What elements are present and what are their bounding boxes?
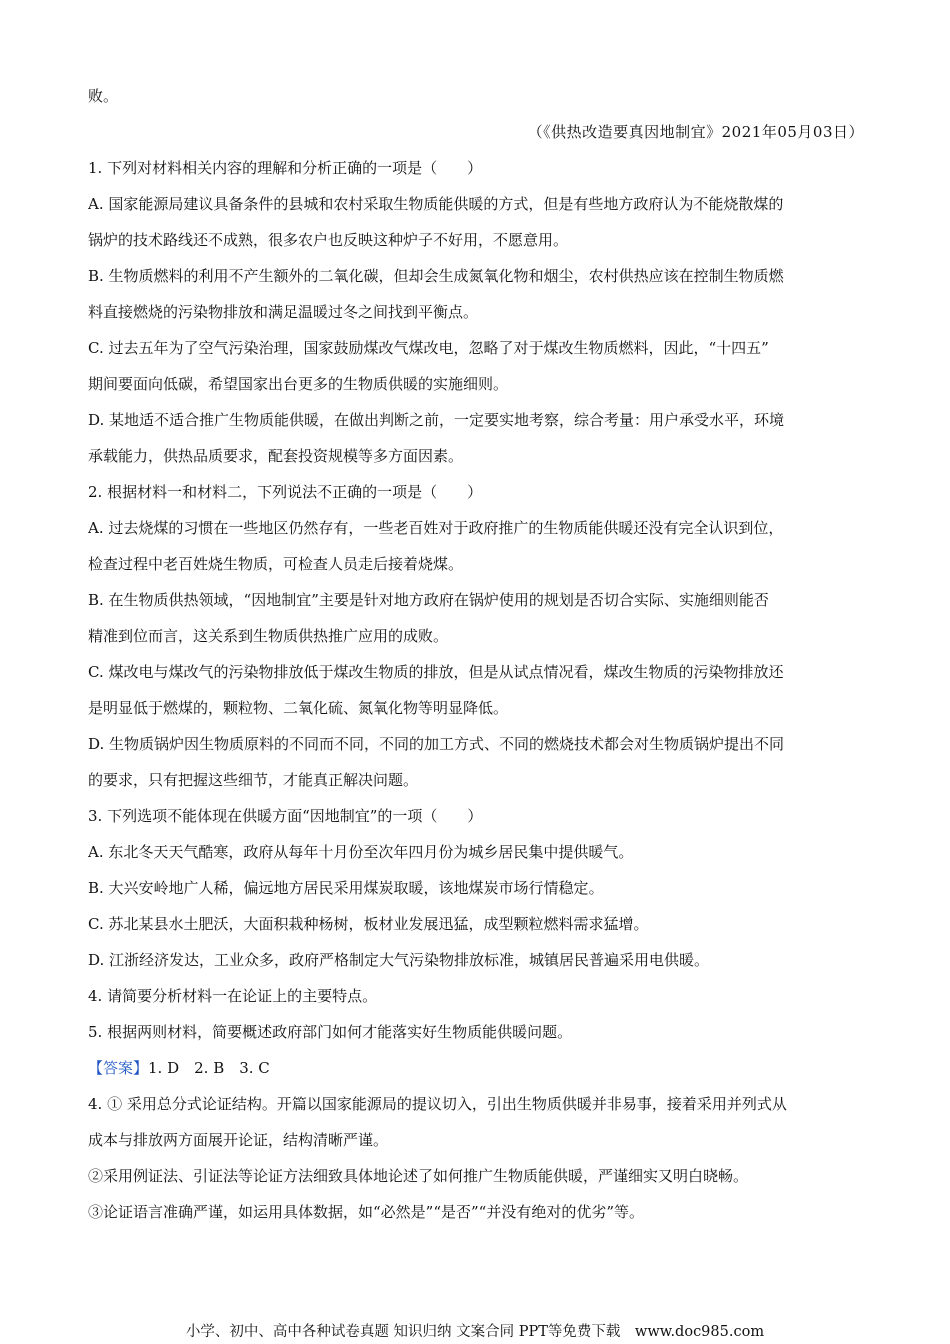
question-3: 3. 下列选项不能体现在供暖方面“因地制宜”的一项（ ） xyxy=(88,807,483,825)
answer-tag: 【答案】 xyxy=(88,1059,149,1077)
q2-option-d-cont: 的要求，只有把握这些细节，才能真正解决问题。 xyxy=(88,771,419,789)
q2-option-a: A. 过去烧煤的习惯在一些地区仍然存有，一些老百姓对于政府推广的生物质能供暖还没有完全认识到位， xyxy=(88,519,784,537)
q1-option-b-cont: 料直接燃烧的污染物排放和满足温暖过冬之间找到平衡点。 xyxy=(88,303,479,321)
answer-4-point-2: ②采用例证法、引证法等论证方法细致具体地论述了如何推广生物质能供暖，严谨细实又明白晓畅。 xyxy=(88,1167,749,1185)
answer-4-point-1-cont: 成本与排放两方面展开论证，结构清晰严谨。 xyxy=(88,1131,389,1149)
q2-option-b: B. 在生物质供热领域，“因地制宜”主要是针对地方政府在锅炉使用的规划是否切合实际、实施细则能否 xyxy=(88,591,769,609)
source-citation: （《供热改造要真因地制宜》2021年05月03日） xyxy=(527,123,864,141)
q2-option-a-cont: 检查过程中老百姓烧生物质，可检查人员走后接着烧煤。 xyxy=(88,555,464,573)
q2-option-b-cont: 精准到位而言，这关系到生物质供热推广应用的成败。 xyxy=(88,627,449,645)
page-footer: 小学、初中、高中各种试卷真题 知识归纳 文案合同 PPT等免费下载 www.doc985.com xyxy=(185,1324,765,1340)
q1-option-c-cont: 期间要面向低碳，希望国家出台更多的生物质供暖的实施细则。 xyxy=(88,375,509,393)
document-body xyxy=(88,78,864,1230)
answer-4-point-3: ③论证语言准确严谨，如运用具体数据，如“必然是”“是否”“并没有绝对的优劣”等。 xyxy=(88,1203,645,1221)
q2-option-d: D. 生物质锅炉因生物质原料的不同而不同，不同的加工方式、不同的燃烧技术都会对生物质锅炉提出不同 xyxy=(88,735,785,753)
q1-option-d-cont: 承载能力，供热品质要求，配套投资规模等多方面因素。 xyxy=(88,447,464,465)
q2-option-c-cont: 是明显低于燃煤的，颗粒物、二氧化硫、氮氧化物等明显降低。 xyxy=(88,699,509,717)
answer-text: 1. D 2. B 3. C xyxy=(148,1059,270,1077)
q2-option-c: C. 煤改电与煤改气的污染物排放低于煤改生物质的排放，但是从试点情况看，煤改生物质的污染物排放还 xyxy=(88,663,784,681)
answer-line xyxy=(88,1050,864,1086)
question-4: 4. 请简要分析材料一在论证上的主要特点。 xyxy=(88,987,378,1005)
q1-option-c: C. 过去五年为了空气污染治理，国家鼓励煤改气煤改电，忽略了对于煤改生物质燃料，因此，“十四五” xyxy=(88,339,769,357)
q1-option-a: A. 国家能源局建议具备条件的县城和农村采取生物质能供暖的方式，但是有些地方政府认为不能烧散煤的 xyxy=(88,195,784,213)
q3-option-c: C. 苏北某县水土肥沃，大面积栽种杨树，板材业发展迅猛，成型颗粒燃料需求猛增。 xyxy=(88,915,649,933)
q3-option-a: A. 东北冬天天气酷寒，政府从每年十月份至次年四月份为城乡居民集中提供暖气。 xyxy=(88,843,634,861)
question-2: 2. 根据材料一和材料二，下列说法不正确的一项是（ ） xyxy=(88,483,483,501)
q3-option-b: B. 大兴安岭地广人稀，偏远地方居民采用煤炭取暖，该地煤炭市场行情稳定。 xyxy=(88,879,604,897)
q1-option-a-cont: 锅炉的技术路线还不成熟，很多农户也反映这种炉子不好用，不愿意用。 xyxy=(88,231,569,249)
q3-option-d: D. 江浙经济发达，工业众多，政府严格制定大气污染物排放标准，城镇居民普遍采用电供暖。 xyxy=(88,951,710,969)
question-1: 1. 下列对材料相关内容的理解和分析正确的一项是（ ） xyxy=(88,159,483,177)
text-line: 败。 xyxy=(88,87,119,105)
answer-4-point-1: 4. ① 采用总分式论证结构。开篇以国家能源局的提议切入，引出生物质供暖并非易事，接着采用并列式从 xyxy=(88,1095,787,1113)
q1-option-b: B. 生物质燃料的利用不产生额外的二氧化碳，但却会生成氮氧化物和烟尘，农村供热应该在控制生物质燃 xyxy=(88,267,784,285)
q1-option-d: D. 某地适不适合推广生物质能供暖，在做出判断之前，一定要实地考察，综合考量：用户承受水平，环境 xyxy=(88,411,785,429)
question-5: 5. 根据两则材料，简要概述政府部门如何才能落实好生物质能供暖问题。 xyxy=(88,1023,573,1041)
